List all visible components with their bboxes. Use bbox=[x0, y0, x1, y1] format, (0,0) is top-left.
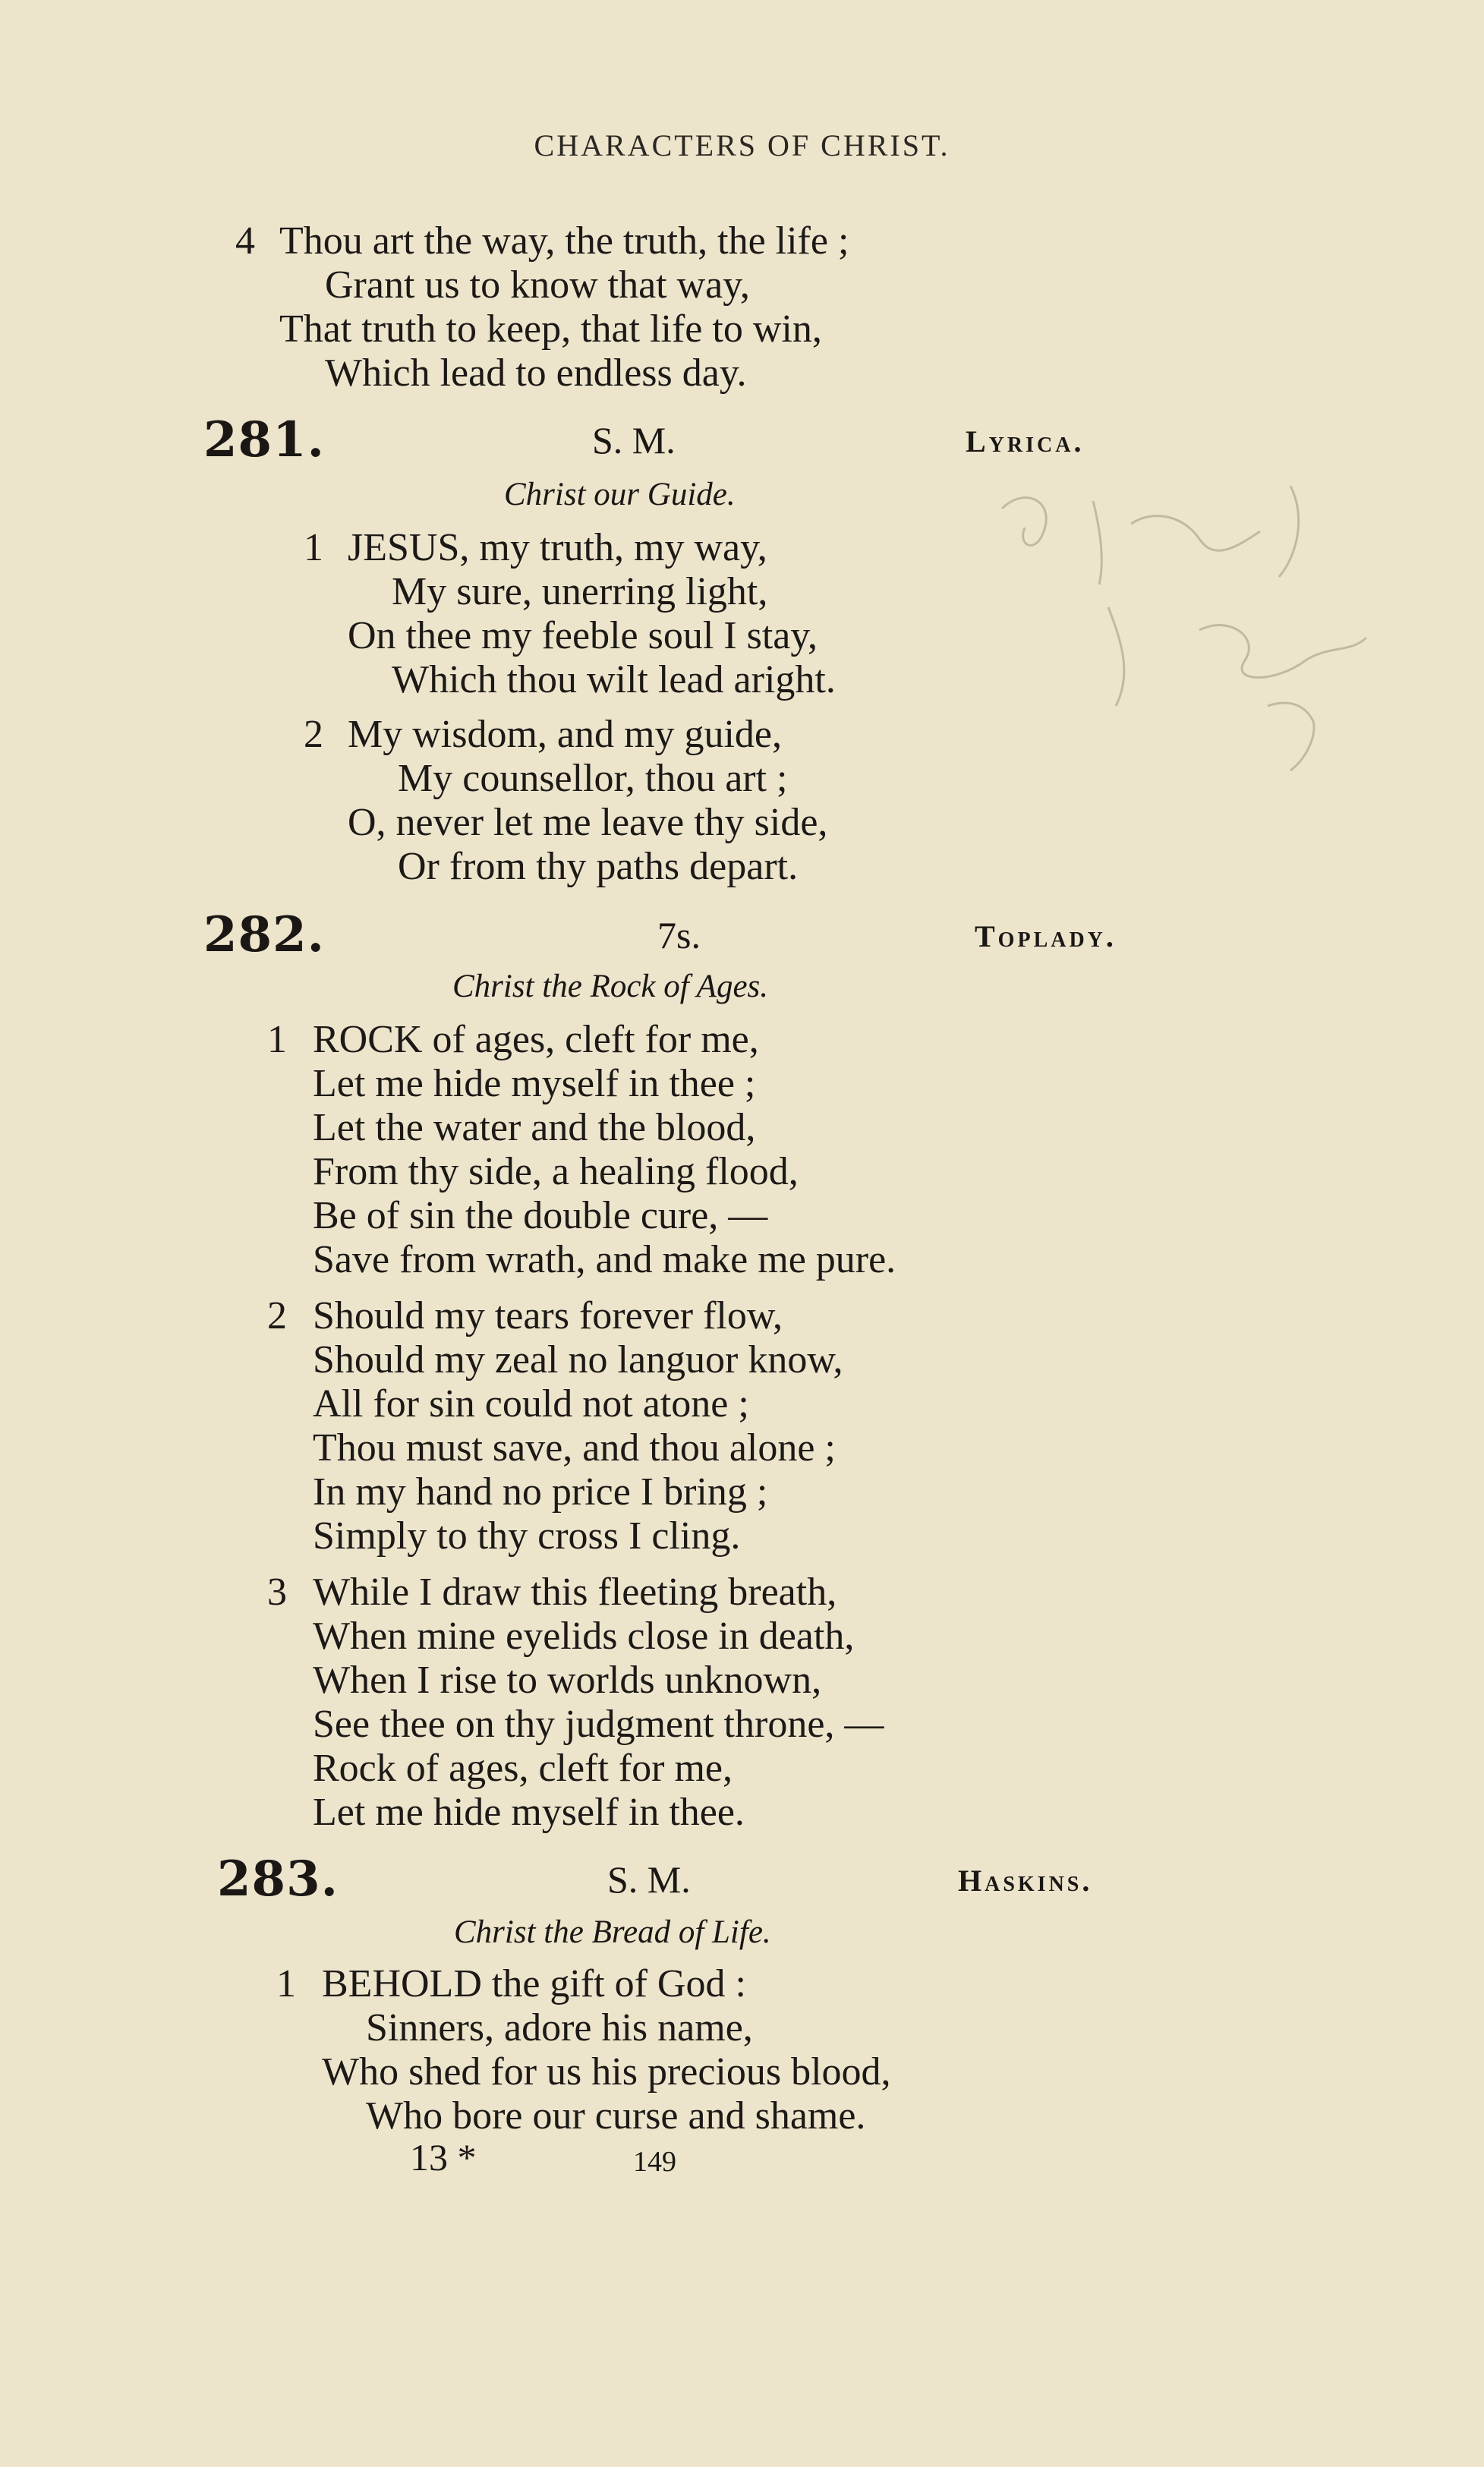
stanza-number: 1 bbox=[276, 1962, 296, 2005]
stanza-number: 2 bbox=[304, 713, 323, 756]
stanza-number: 4 bbox=[235, 219, 255, 263]
verse-line: JESUS, my truth, my way, bbox=[348, 526, 767, 569]
hymn-title: Christ the Bread of Life. bbox=[454, 1914, 771, 1950]
hymn-title: Christ the Rock of Ages. bbox=[452, 969, 769, 1004]
pencil-marks bbox=[972, 455, 1397, 774]
verse-line: Which thou wilt lead aright. bbox=[392, 658, 836, 701]
running-head: CHARACTERS OF CHRIST. bbox=[534, 128, 950, 162]
verse-line: While I draw this fleeting breath, bbox=[313, 1571, 837, 1614]
verse-line: Let the water and the blood, bbox=[313, 1106, 756, 1149]
verse-line: When mine eyelids close in death, bbox=[313, 1615, 855, 1658]
hymn-meter: S. M. bbox=[607, 1858, 691, 1901]
verse-line: ROCK of ages, cleft for me, bbox=[313, 1018, 759, 1061]
verse-line: From thy side, a healing flood, bbox=[313, 1150, 799, 1193]
page-number: 149 bbox=[633, 2146, 676, 2178]
verse-line: Who bore our curse and shame. bbox=[366, 2094, 866, 2138]
verse-line: Should my zeal no languor know, bbox=[313, 1338, 843, 1382]
verse-line: That truth to keep, that life to win, bbox=[279, 307, 822, 351]
hymn-title: Christ our Guide. bbox=[504, 477, 736, 512]
verse-line: Which lead to endless day. bbox=[325, 351, 747, 395]
hymn-number: 281. bbox=[203, 411, 325, 468]
verse-line: Simply to thy cross I cling. bbox=[313, 1514, 741, 1558]
tune-name: Lyrica. bbox=[966, 424, 1085, 458]
verse-line: Who shed for us his precious blood, bbox=[322, 2050, 891, 2094]
verse-line: My sure, unerring light, bbox=[392, 570, 768, 613]
hymn-meter: 7s. bbox=[657, 914, 701, 956]
verse-line: Or from thy paths depart. bbox=[398, 845, 799, 888]
hymn-number: 282. bbox=[203, 906, 325, 963]
verse-line: Should my tears forever flow, bbox=[313, 1294, 783, 1337]
tune-name: Toplady. bbox=[975, 919, 1117, 953]
verse-line: Rock of ages, cleft for me, bbox=[313, 1747, 733, 1790]
hymn-meter: S. M. bbox=[592, 419, 676, 462]
verse-line: Be of sin the double cure, — bbox=[313, 1194, 768, 1237]
verse-line: Let me hide myself in thee. bbox=[313, 1791, 745, 1834]
verse-line: BEHOLD the gift of God : bbox=[322, 1962, 746, 2005]
signature-mark: 13 * bbox=[410, 2136, 477, 2179]
verse-line: Save from wrath, and make me pure. bbox=[313, 1238, 896, 1281]
stanza-number: 2 bbox=[267, 1294, 287, 1337]
verse-line: See thee on thy judgment throne, — bbox=[313, 1703, 884, 1746]
verse-line: Grant us to know that way, bbox=[325, 263, 750, 307]
verse-line: My counsellor, thou art ; bbox=[398, 757, 788, 800]
verse-line: My wisdom, and my guide, bbox=[348, 713, 782, 756]
stanza-number: 3 bbox=[267, 1571, 287, 1614]
verse-line: O, never let me leave thy side, bbox=[348, 801, 828, 844]
verse-line: All for sin could not atone ; bbox=[313, 1382, 749, 1426]
tune-name: Haskins. bbox=[958, 1864, 1093, 1898]
verse-line: Let me hide myself in thee ; bbox=[313, 1062, 756, 1105]
hymn-number: 283. bbox=[217, 1851, 339, 1908]
verse-line: Thou must save, and thou alone ; bbox=[313, 1426, 836, 1470]
stanza-number: 1 bbox=[304, 526, 323, 569]
verse-line: Sinners, adore his name, bbox=[366, 2006, 753, 2050]
verse-line: In my hand no price I bring ; bbox=[313, 1470, 768, 1514]
stanza-number: 1 bbox=[267, 1018, 287, 1061]
verse-line: Thou art the way, the truth, the life ; bbox=[279, 219, 849, 263]
verse-line: On thee my feeble soul I stay, bbox=[348, 614, 818, 657]
verse-line: When I rise to worlds unknown, bbox=[313, 1659, 822, 1702]
